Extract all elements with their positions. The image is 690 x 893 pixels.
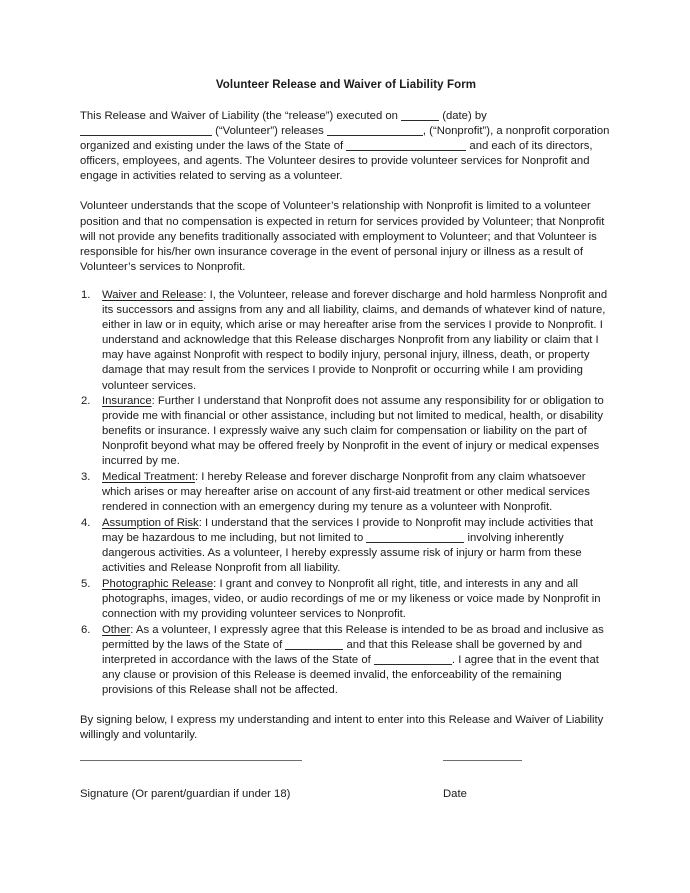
intro-p1-segment-2: (date) by xyxy=(442,110,487,122)
blank-state-of-organization[interactable] xyxy=(346,140,466,151)
blank-governing-state-permitted[interactable] xyxy=(285,639,343,650)
clause-heading: Insurance xyxy=(102,395,152,408)
signature-label: Signature (Or parent/guardian if under 18) xyxy=(80,788,291,800)
signature-row xyxy=(80,760,612,804)
clause-body-part-1: : I understand that the services I provide to Nonprofit may include activities that may be hazardous to me including, but not limited to xyxy=(102,516,594,544)
clause-body: : Further I understand that Nonprofit does not assume any responsibility for or obligation to provide me with financial or other assistance, including but not limited to medical, health, or disability benefits or insurance. I expressly waive any such claim for compensation or liability on the part of Nonprofit beyond what may be offered freely by Nonprofit in the event of injury or medical expenses incurred by me. xyxy=(102,395,604,468)
clause-item-medical-treatment xyxy=(80,470,612,515)
clause-body-part-2: involving inherently dangerous activities. As a volunteer, I hereby expressly assume risk of injury or harm from these activities and Release Nonprofit from all liability. xyxy=(102,531,582,575)
clause-number: 3. xyxy=(81,471,91,484)
clause-body-part-1: : As a volunteer, I expressly agree that this Release is intended to be as broad and inclusive as permitted by the laws of the State of xyxy=(102,623,604,651)
clause-item-insurance xyxy=(80,394,612,469)
clause-body: : I grant and convey to Nonprofit all right, title, and interests in any and all photographs, images, video, or audio recordings of me or my likeness or voice made by Nonprofit in connection with my providing volunteer services to Nonprofit. xyxy=(102,577,601,620)
clause-heading: Waiver and Release xyxy=(102,288,204,301)
clause-number: 2. xyxy=(81,395,91,408)
intro-p1-segment-1: This Release and Waiver of Liability (the “release”) executed on xyxy=(80,110,398,122)
clause-heading: Other xyxy=(102,623,131,636)
date-label: Date xyxy=(443,788,467,800)
closing-paragraph: By signing below, I express my understanding and intent to enter into this Release and Waiver of Liability willingly and voluntarily. xyxy=(80,713,604,742)
signature-line[interactable] xyxy=(80,760,302,761)
clause-heading: Medical Treatment xyxy=(102,471,195,484)
blank-execution-date[interactable] xyxy=(401,110,439,121)
blank-nonprofit-name[interactable] xyxy=(327,125,423,136)
clause-heading: Assumption of Risk xyxy=(102,516,199,529)
signature-area xyxy=(80,760,612,804)
intro-p1-segment-3: (“Volunteer”) releases xyxy=(215,125,324,138)
intro-p1-segment-5: and each of its directors, officers, employees, and agents. The Volunteer desires to provide volunteer services for Nonprofit and engage in activities related to serving as a volunteer. xyxy=(80,140,593,183)
clause-number: 6. xyxy=(81,623,91,636)
clause-item-waiver-and-release xyxy=(80,288,612,394)
clause-item-assumption-of-risk xyxy=(80,516,612,576)
intro-p1-segment-4: , (“Nonprofit”), a nonprofit corporation organized and existing under the laws of the State of xyxy=(80,125,610,153)
blank-volunteer-name[interactable] xyxy=(80,125,212,136)
clause-body: : I hereby Release and forever discharge Nonprofit from any claim whatsoever which arises or may hereafter arise on account of any first-aid treatment or other medical services rendered in connection with an emergency during my tenure as a volunteer with Nonprofit. xyxy=(102,471,590,514)
date-line[interactable] xyxy=(443,760,522,761)
intro-paragraph-2: Volunteer understands that the scope of Volunteer’s relationship with Nonprofit is limited to a volunteer position and that no compensation is expected in return for services provided by Volunteer; that Nonprofit will not provide any benefits traditionally associated with employment to Volunteer; and that Volunteer is responsible for his/her own insurance coverage in the event of personal injury or illness as a result of Volunteer’s services to Nonprofit. xyxy=(80,200,605,273)
clause-body-part-2: and that this Release shall be governed by and interpreted in accordance with the laws of the State of xyxy=(102,638,583,666)
blank-governing-state-interpreted[interactable] xyxy=(374,654,452,665)
clause-number: 1. xyxy=(81,288,91,301)
clause-number: 4. xyxy=(81,516,91,529)
clause-number: 5. xyxy=(81,577,91,590)
intro-paragraph-1 xyxy=(80,109,612,184)
clause-item-other xyxy=(80,623,612,698)
clause-item-photographic-release xyxy=(80,577,612,622)
clause-heading: Photographic Release xyxy=(102,577,214,590)
clause-body-part-3: . I agree that in the event that any clause or provision of this Release is deemed invalid, the enforceability of the remaining provisions of this Release shall not be affected. xyxy=(102,653,599,696)
clause-list xyxy=(80,288,612,698)
blank-hazardous-activities[interactable] xyxy=(366,532,464,543)
clause-body: : I, the Volunteer, release and forever discharge and hold harmless Nonprofit and its successors and assigns from any and all liability, claims, and demands of whatever kind of nature, either in law or in equity, which arise or may hereafter arise from the services I provide to Nonprofit. I understand and acknowledge that this Release discharges Nonprofit from any liability or claim that I may have against Nonprofit with respect to bodily injury, personal injury, illness, death, or property damage that may result from the services I provide to Nonprofit or occurring while I am providing volunteer services. xyxy=(102,288,608,392)
page-title: Volunteer Release and Waiver of Liability Form xyxy=(215,79,477,91)
